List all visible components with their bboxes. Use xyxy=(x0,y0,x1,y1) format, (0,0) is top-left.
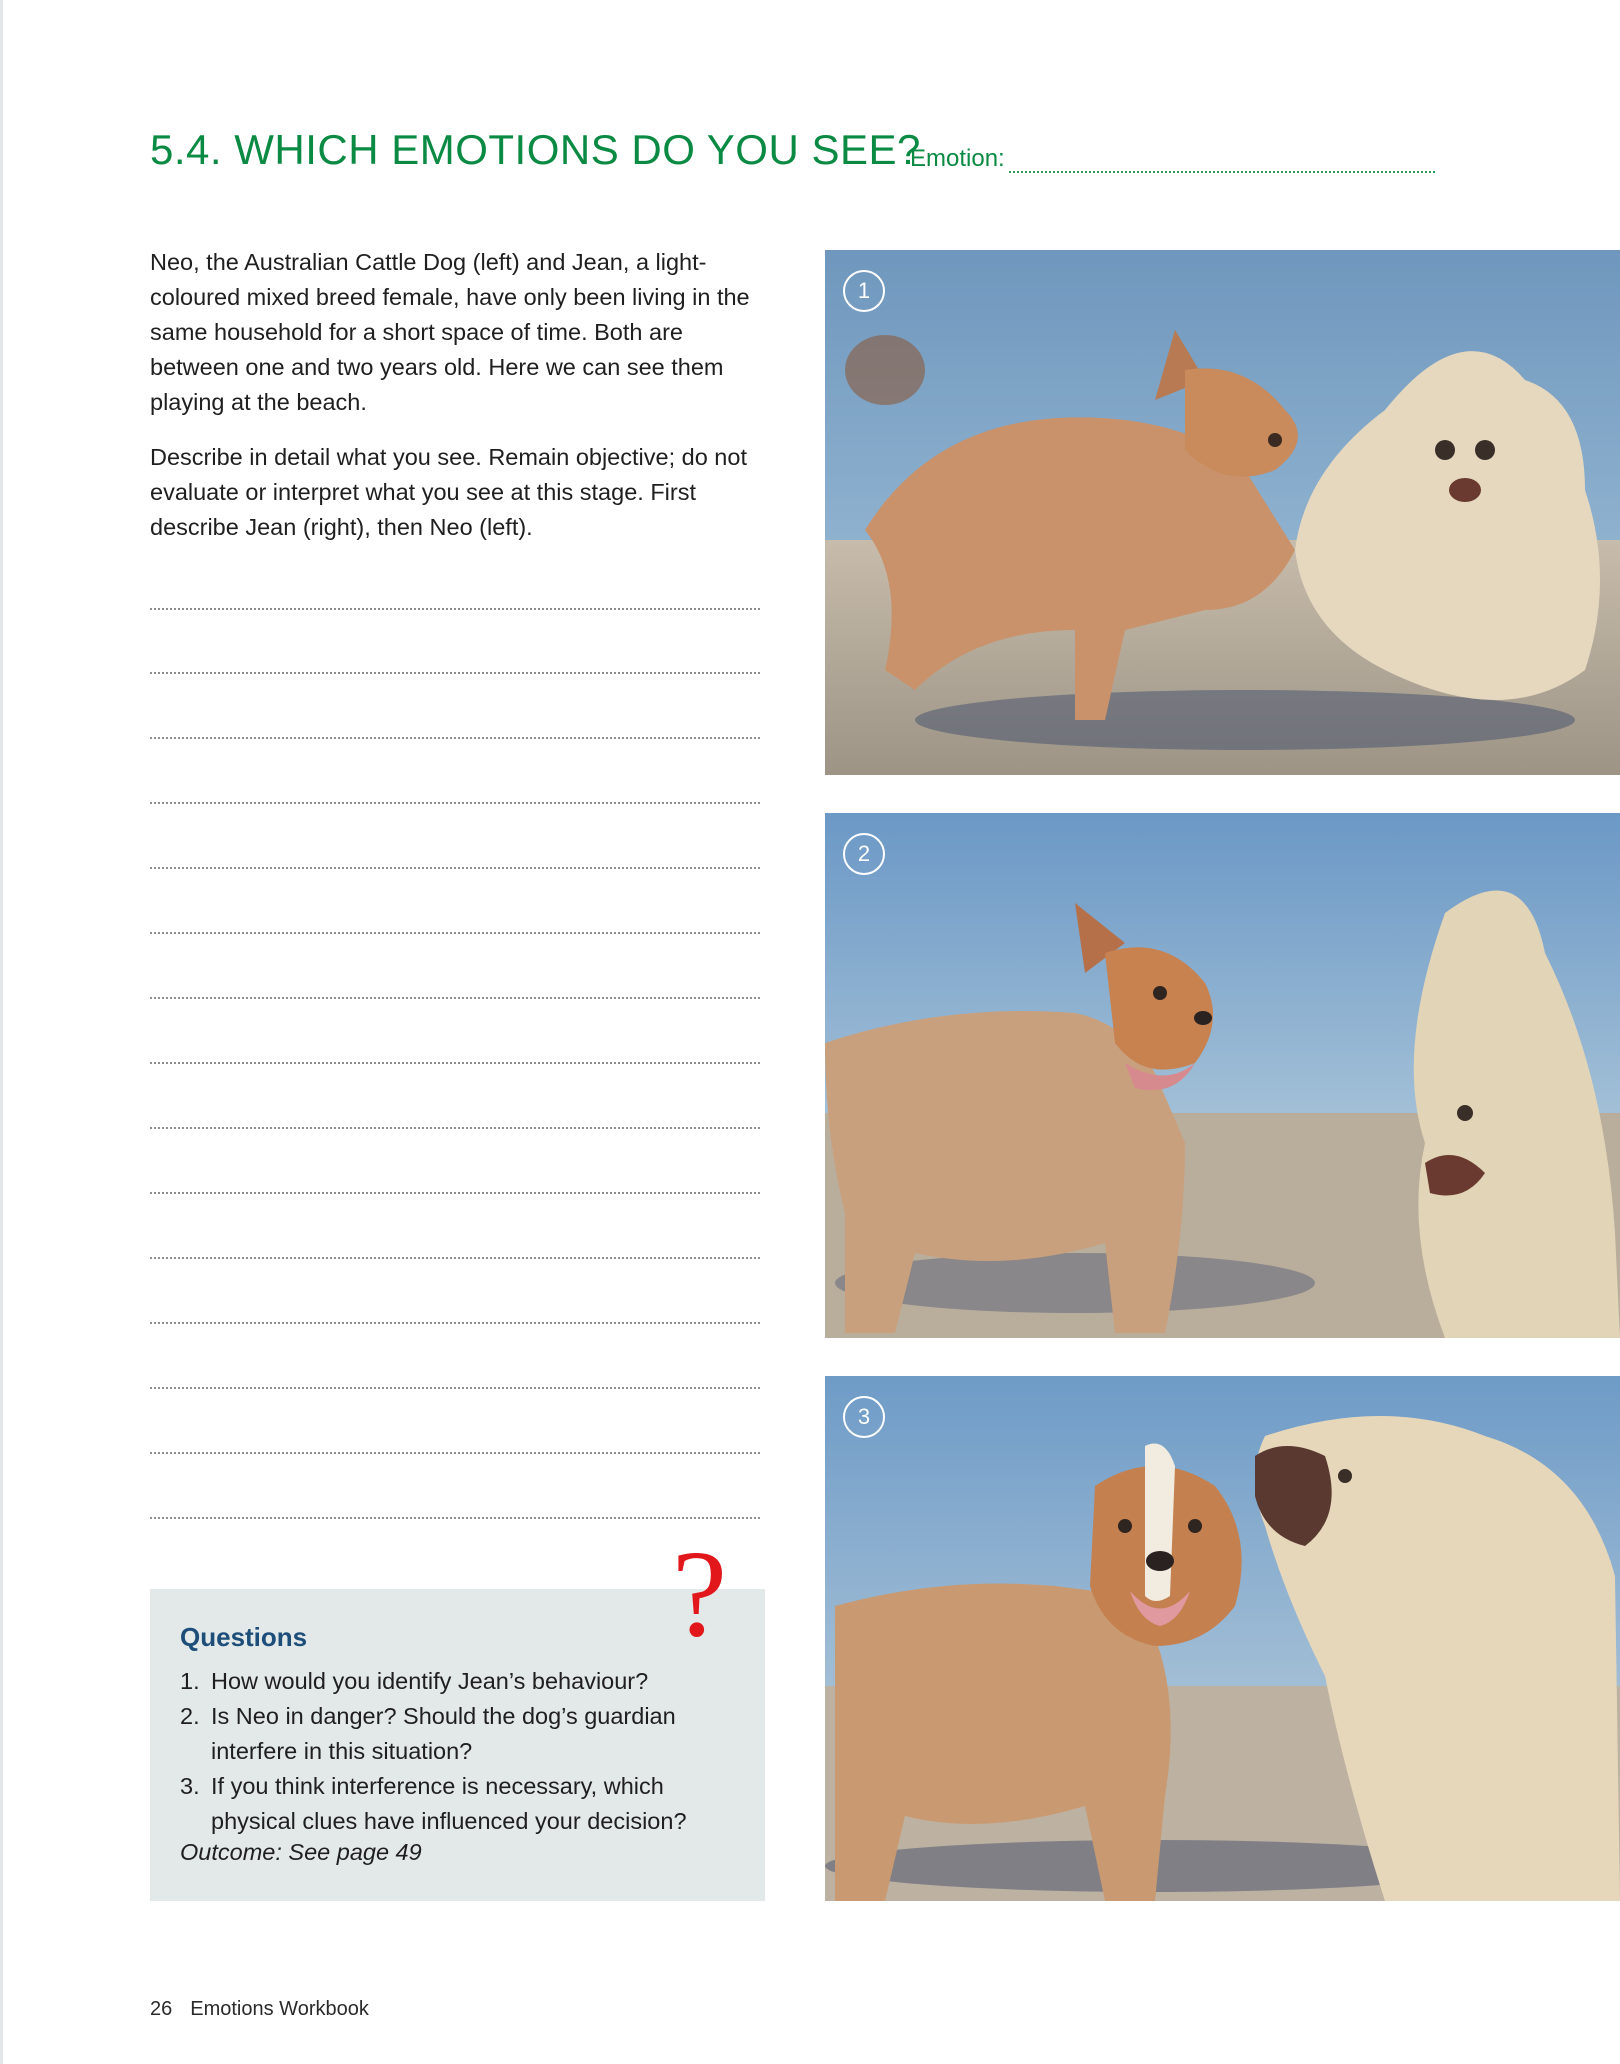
answer-line[interactable] xyxy=(150,1322,760,1324)
photo-number-badge: 1 xyxy=(843,270,885,312)
answer-line[interactable] xyxy=(150,1517,760,1519)
answer-line[interactable] xyxy=(150,802,760,804)
page-edge xyxy=(0,0,3,2064)
answer-line[interactable] xyxy=(150,737,760,739)
question-number: 3. xyxy=(180,1773,200,1799)
page-footer xyxy=(150,1998,369,2021)
answer-line[interactable] xyxy=(150,997,760,999)
answer-line[interactable] xyxy=(150,1062,760,1064)
question-number: 1. xyxy=(180,1668,200,1694)
photo-3-illustration xyxy=(825,1376,1620,1901)
emotion-label: Emotion: xyxy=(910,145,1005,172)
question-text: How would you identify Jean’s behaviour? xyxy=(211,1668,649,1694)
emotion-dotted-line xyxy=(1009,151,1435,173)
question-text: Is Neo in danger? Should the dog’s guardian interfere in this situation? xyxy=(211,1703,676,1764)
answer-line[interactable] xyxy=(150,932,760,934)
question-mark-icon: ? xyxy=(672,1525,728,1662)
answer-line[interactable] xyxy=(150,1257,760,1259)
answer-line[interactable] xyxy=(150,1452,760,1454)
emotion-field[interactable] xyxy=(910,145,1435,173)
dog-photo-3 xyxy=(825,1376,1620,1901)
photo-number-badge: 3 xyxy=(843,1396,885,1438)
questions-heading: Questions xyxy=(180,1622,308,1652)
question-number: 2. xyxy=(180,1703,200,1729)
book-title: Emotions Workbook xyxy=(190,1998,369,2020)
answer-line[interactable] xyxy=(150,867,760,869)
answer-line[interactable] xyxy=(150,608,760,610)
dog-photo-2 xyxy=(825,813,1620,1338)
answer-line[interactable] xyxy=(150,672,760,674)
photo-1-illustration xyxy=(825,250,1620,775)
answer-line[interactable] xyxy=(150,1192,760,1194)
outcome-reference: Outcome: See page 49 xyxy=(180,1839,422,1865)
page-number: 26 xyxy=(150,1998,173,2020)
photo-number-badge: 2 xyxy=(843,833,885,875)
dog-photo-1 xyxy=(825,250,1620,775)
page-title: 5.4. WHICH EMOTIONS DO YOU SEE? xyxy=(150,126,921,173)
answer-line[interactable] xyxy=(150,1127,760,1129)
question-item xyxy=(180,1699,750,1769)
answer-line[interactable] xyxy=(150,1387,760,1389)
intro-paragraph: Neo, the Australian Cattle Dog (left) and Jean, a light-coloured mixed breed female, have only been living in the same household for a short space of time. Both are between one and two years old. Here we can see them playing at the beach. xyxy=(150,249,750,415)
questions-list xyxy=(180,1664,750,1839)
instructions-paragraph: Describe in detail what you see. Remain objective; do not evaluate or interpret what you see at this stage. First describe Jean (right), then Neo (left). xyxy=(150,444,747,540)
photo-2-illustration xyxy=(825,813,1620,1338)
question-text: If you think interference is necessary, which physical clues have influenced your decision? xyxy=(211,1773,687,1834)
question-item xyxy=(180,1664,750,1699)
question-item xyxy=(180,1769,750,1839)
